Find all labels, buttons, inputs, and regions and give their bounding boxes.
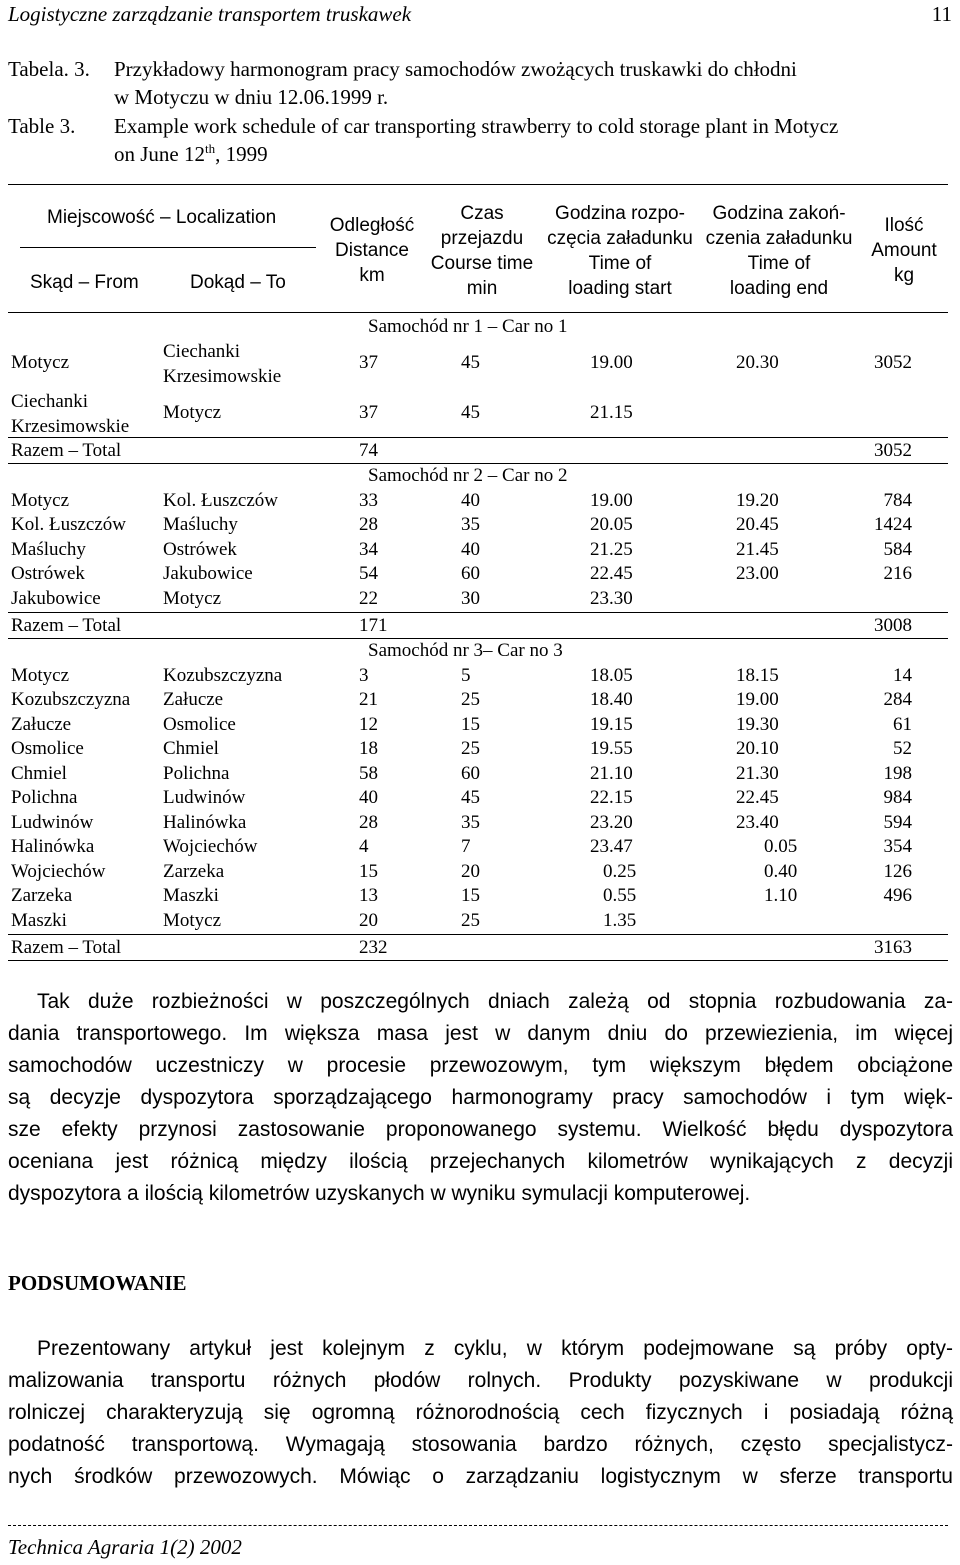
page-number: 11 <box>931 2 952 26</box>
table-row: Ostrówek Jakubowice 54 60 22.45 23.00 216 <box>11 563 912 584</box>
table-row: Halinówka Wojciechów 4 7 23.47 0.05 354 <box>11 836 912 857</box>
cell-to: Motycz <box>163 402 222 423</box>
total-km: 74 <box>359 440 378 461</box>
section-heading: PODSUMOWANIE <box>8 1271 187 1295</box>
cell-to: Ciechanki Krzesimowskie <box>163 341 282 387</box>
cell-min: 45 <box>461 402 480 423</box>
cell-end: 20.30 <box>736 352 779 373</box>
header-localization: Miejscowość – Localization <box>47 207 277 228</box>
table-row: Motycz Kozubszczyzna 3 5 18.05 18.15 14 <box>11 665 912 686</box>
header-course-time: Czas przejazdu Course time min <box>430 203 534 299</box>
cell-from: Motycz <box>11 352 70 373</box>
table-header-rule <box>8 312 948 313</box>
caption-pl-label: Tabela. 3. <box>8 57 90 81</box>
table-row: Wojciechów Zarzeka 15 20 0.25 0.40 126 <box>11 861 912 882</box>
cell-min: 45 <box>461 352 480 373</box>
cell-km: 37 <box>359 402 378 423</box>
row-rule <box>8 934 948 935</box>
row-rule <box>8 638 948 639</box>
total-label: Razem – Total <box>11 440 122 461</box>
row-rule <box>8 612 948 613</box>
total-row: Razem – Total 232 3163 <box>11 937 912 958</box>
row-rule <box>8 437 948 438</box>
table-row: Ludwinów Halinówka 28 35 23.20 23.40 594 <box>11 812 912 833</box>
body-paragraph: Tak duże rozbieżności w poszczególnych dniach zależą od stopnia rozbudowania za- dania transportowego. Im większa masa jest w danym dniu do przewiezienia, im więcej samochodów uczestniczy w procesie przewozowym, tym większym błędem obciążone są decyzje dyspozytora sporządzającego harmonogramy pracy samochodów i tym więk- sze efekty przynosi zastosowanie proponowanego systemu. Wielkość błędu dyspozytora oceniana jest różnicą między ilością przejechanych kilometrów wynikających z decyzji dyspozytora a ilością kilometrów uzyskanych w wyniku symulacji komputerowej. <box>8 990 953 1205</box>
table-row: Jakubowice Motycz 22 30 23.30 <box>11 588 633 609</box>
table-row: Maszki Motycz 20 25 1.35 <box>11 910 637 931</box>
table-row: Chmiel Polichna 58 60 21.10 21.30 198 <box>11 763 912 784</box>
cell-start: 19.00 <box>590 352 633 373</box>
cell-km: 37 <box>359 352 378 373</box>
table-row: Maśluchy Ostrówek 34 40 21.25 21.45 584 <box>11 539 912 560</box>
body-paragraph: Prezentowany artykuł jest kolejnym z cyklu, w którym podejmowane są próby opty- malizowania transportu różnych płodów rolnych. Produkty pozyskiwane w produkcji rolniczej charakteryzują się ogromną różnorodnością cech fizycznych i posiadają różną podatność transportową. Wymagają stosowania bardzo różnych, często specjalistycz- nych środków przewozowych. Mówiąc o zarządzaniu logistycznym w sferze transportu <box>8 1337 953 1488</box>
footer-rule <box>8 1525 948 1526</box>
caption-en-label: Table 3. <box>8 114 76 138</box>
header-distance: Odległość Distance km <box>329 215 415 286</box>
table-top-rule <box>8 184 948 185</box>
running-footer: Technica Agraria 1(2) 2002 <box>8 1535 242 1559</box>
table-row <box>0 351 960 375</box>
car-label: Samochód nr 2 – Car no 2 <box>368 465 568 486</box>
table-row: Polichna Ludwinów 40 45 22.15 22.45 984 <box>11 787 912 808</box>
table-row: Kol. Łuszczów Maśluchy 28 35 20.05 20.45 1424 <box>11 514 912 535</box>
table-bottom-rule <box>8 960 948 961</box>
cell-kg: 3052 <box>874 352 912 373</box>
car-label: Samochód nr 3– Car no 3 <box>368 640 563 661</box>
table-row: Osmolice Chmiel 18 25 19.55 20.10 52 <box>11 738 912 759</box>
table-row <box>0 401 960 425</box>
cell-from: Ciechanki Krzesimowskie <box>11 391 130 437</box>
header-loading-start: Godzina rozpo- częcia załadunku Time of loading start <box>547 203 693 299</box>
header-to: Dokąd – To <box>190 272 286 293</box>
header-loading-end: Godzina zakoń- czenia załadunku Time of loading end <box>705 203 853 299</box>
total-row: Razem – Total 171 3008 <box>11 615 912 636</box>
caption-pl-text-1: Przykładowy harmonogram pracy samochodów zwożących truskawki do chłodni <box>114 57 797 81</box>
caption-pl-text-2: w Motyczu w dniu 12.06.1999 r. <box>114 85 389 109</box>
header-amount: Ilość Amount kg <box>871 215 937 286</box>
total-kg: 3052 <box>874 440 912 461</box>
header-localization-rule <box>20 247 316 248</box>
caption-en-text-2: on June 12th, 1999 <box>114 141 268 166</box>
car-label: Samochód nr 1 – Car no 1 <box>368 316 568 337</box>
table-row: Załucze Osmolice 12 15 19.15 19.30 61 <box>11 714 912 735</box>
row-rule <box>8 463 948 464</box>
table-row: Zarzeka Maszki 13 15 0.55 1.10 496 <box>11 885 912 906</box>
table-row: Kozubszczyzna Załucze 21 25 18.40 19.00 284 <box>11 689 912 710</box>
table-row: Motycz Kol. Łuszczów 33 40 19.00 19.20 784 <box>11 490 912 511</box>
running-header: Logistyczne zarządzanie transportem truskawek <box>8 2 412 26</box>
header-from: Skąd – From <box>30 272 139 293</box>
caption-en-text-1: Example work schedule of car transporting strawberry to cold storage plant in Motycz <box>114 114 839 138</box>
cell-start: 21.15 <box>590 402 633 423</box>
total-row <box>0 439 960 463</box>
